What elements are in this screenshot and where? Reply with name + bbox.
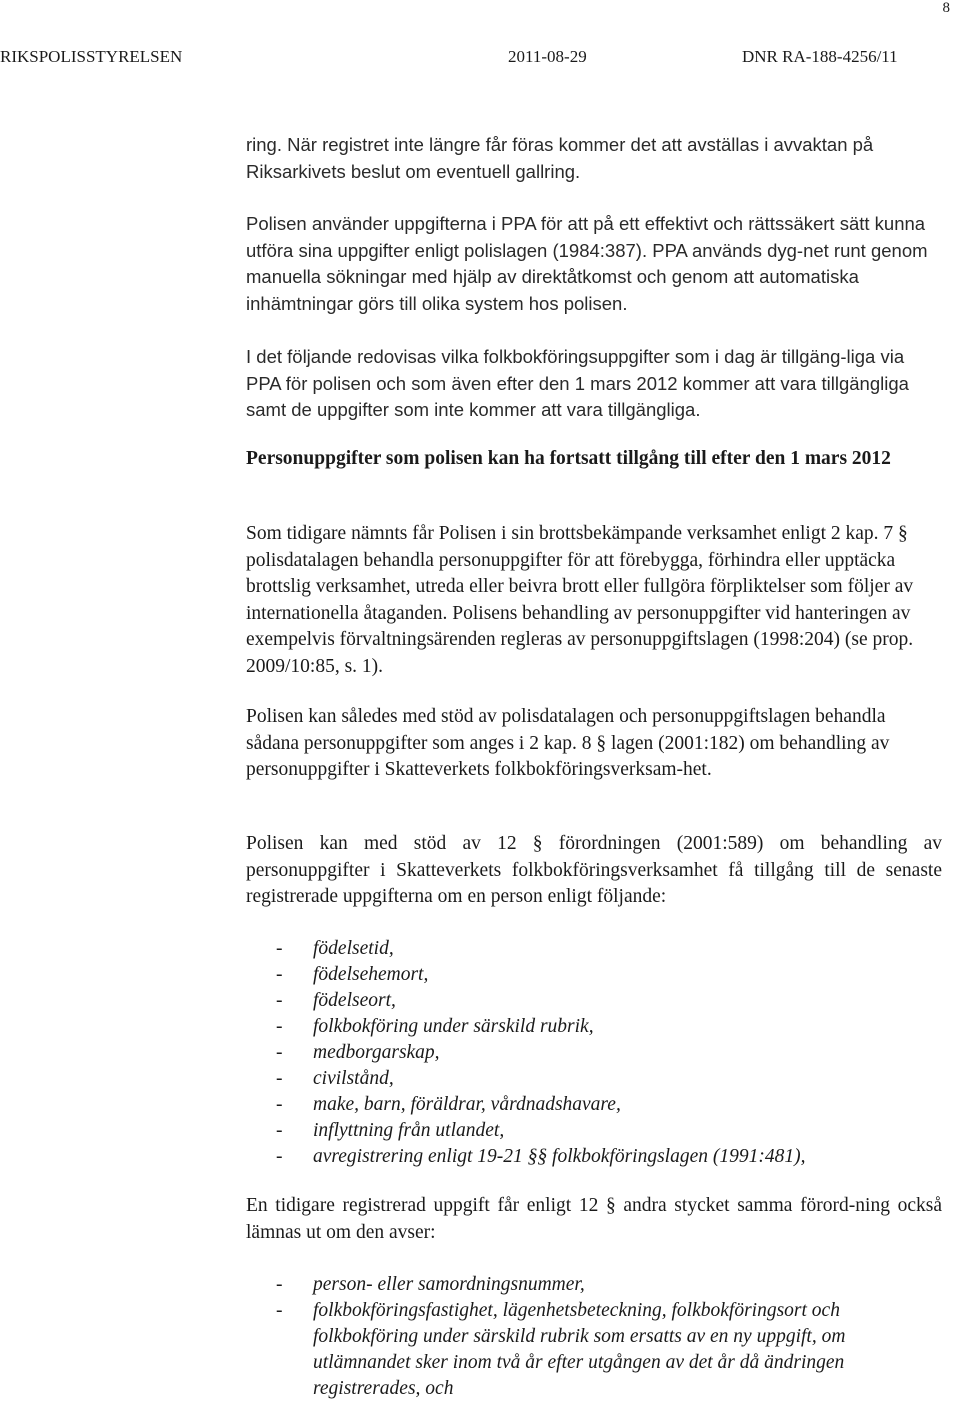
section-heading: Personuppgifter som polisen kan ha fortsatt tillgång till efter den 1 mars 2012 xyxy=(246,448,891,469)
paragraph-6 xyxy=(246,831,942,911)
list-item: - födelsehemort, xyxy=(276,964,429,985)
page-number: 8 xyxy=(942,0,950,16)
header-organization: RIKSPOLISSTYRELSEN xyxy=(0,47,183,66)
paragraph-4-text: Som tidigare nämnts får Polisen i sin brottsbekämpande verksamhet enligt 2 kap. 7 § polisdatalagen behandla personuppgifter för att förebygga, förhindra eller upptäcka brottslig verksamhet, utreda eller beivra brott eller fullgöra förpliktelser som följer av internationella åtaganden. Polisens behandling av personuppgifter vid hanteringen av exempelvis förvaltningsärenden regleras av personuppgiftslagen (1998:204) (se prop. 2009/10:85, s. 1). xyxy=(246,523,914,677)
list-item: - avregistrering enligt 19-21 §§ folkbokföringslagen (1991:481), xyxy=(276,1146,806,1167)
paragraph-7-text: En tidigare registrerad uppgift får enligt 12 § andra stycket samma förord-ning också lämnas ut om den avser: xyxy=(246,1195,942,1243)
paragraph-2 xyxy=(246,211,942,317)
list-item: - civilstånd, xyxy=(276,1068,394,1089)
paragraph-1 xyxy=(246,132,942,185)
paragraph-7 xyxy=(246,1193,942,1246)
paragraph-5-text: Polisen kan således med stöd av polisdatalagen och personuppgiftslagen behandla sådana personuppgifter som anges i 2 kap. 8 § lagen (2001:182) om behandling av personuppgifter i Skatteverkets folkbokföringsverksam-het. xyxy=(246,706,890,780)
list-item: - folkbokföringsfastighet, lägenhetsbeteckning, folkbokföringsort och folkbokföring under särskild rubrik som ersatts av en ny uppgift, om utlämnandet sker inom två år efter utgången av det år då ändringen registrerades, och xyxy=(276,1300,846,1399)
header-date: 2011-08-29 xyxy=(508,47,587,66)
list-item: - medborgarskap, xyxy=(276,1042,440,1063)
list-item: - inflyttning från utlandet, xyxy=(276,1120,505,1141)
paragraph-2-text: Polisen använder uppgifterna i PPA för att på ett effektivt och rättssäkert sätt kunna utföra sina uppgifter enligt polislagen (1984:387). PPA används dyg-net runt genom manuella sökningar med hjälp av direktåtkomst och genom att automatiska inhämtningar görs till olika system hos polisen. xyxy=(246,213,928,314)
list-item: - make, barn, föräldrar, vårdnadshavare, xyxy=(276,1094,621,1115)
list-item: - person- eller samordningsnummer, xyxy=(276,1274,585,1295)
registered-data-list xyxy=(276,936,936,1170)
header-reference-number: DNR RA-188-4256/11 xyxy=(742,47,898,66)
paragraph-4 xyxy=(246,521,942,680)
paragraph-5 xyxy=(246,704,942,784)
list-item: - födelseort, xyxy=(276,990,396,1011)
document-header xyxy=(0,47,960,71)
list-item: - folkbokföring under särskild rubrik, xyxy=(276,1016,594,1037)
paragraph-3 xyxy=(246,344,942,424)
list-item: - födelsetid, xyxy=(276,938,394,959)
paragraph-3-text: I det följande redovisas vilka folkbokföringsuppgifter som i dag är tillgäng-liga via PPA för polisen och som även efter den 1 mars 2012 kommer att vara tillgängliga samt de uppgifter som inte kommer att vara tillgängliga. xyxy=(246,346,909,420)
paragraph-1-text: ring. När registret inte längre får föras kommer det att avställas i avvaktan på Riksarkivets beslut om eventuell gallring. xyxy=(246,134,874,182)
previous-data-list xyxy=(276,1272,926,1402)
paragraph-6-text: Polisen kan med stöd av 12 § förordningen (2001:589) om behandling av personuppgifter i Skatteverkets folkbokföringsverksamhet få tillgång till de senaste registrerade uppgifterna om en person enligt följande: xyxy=(246,833,942,907)
